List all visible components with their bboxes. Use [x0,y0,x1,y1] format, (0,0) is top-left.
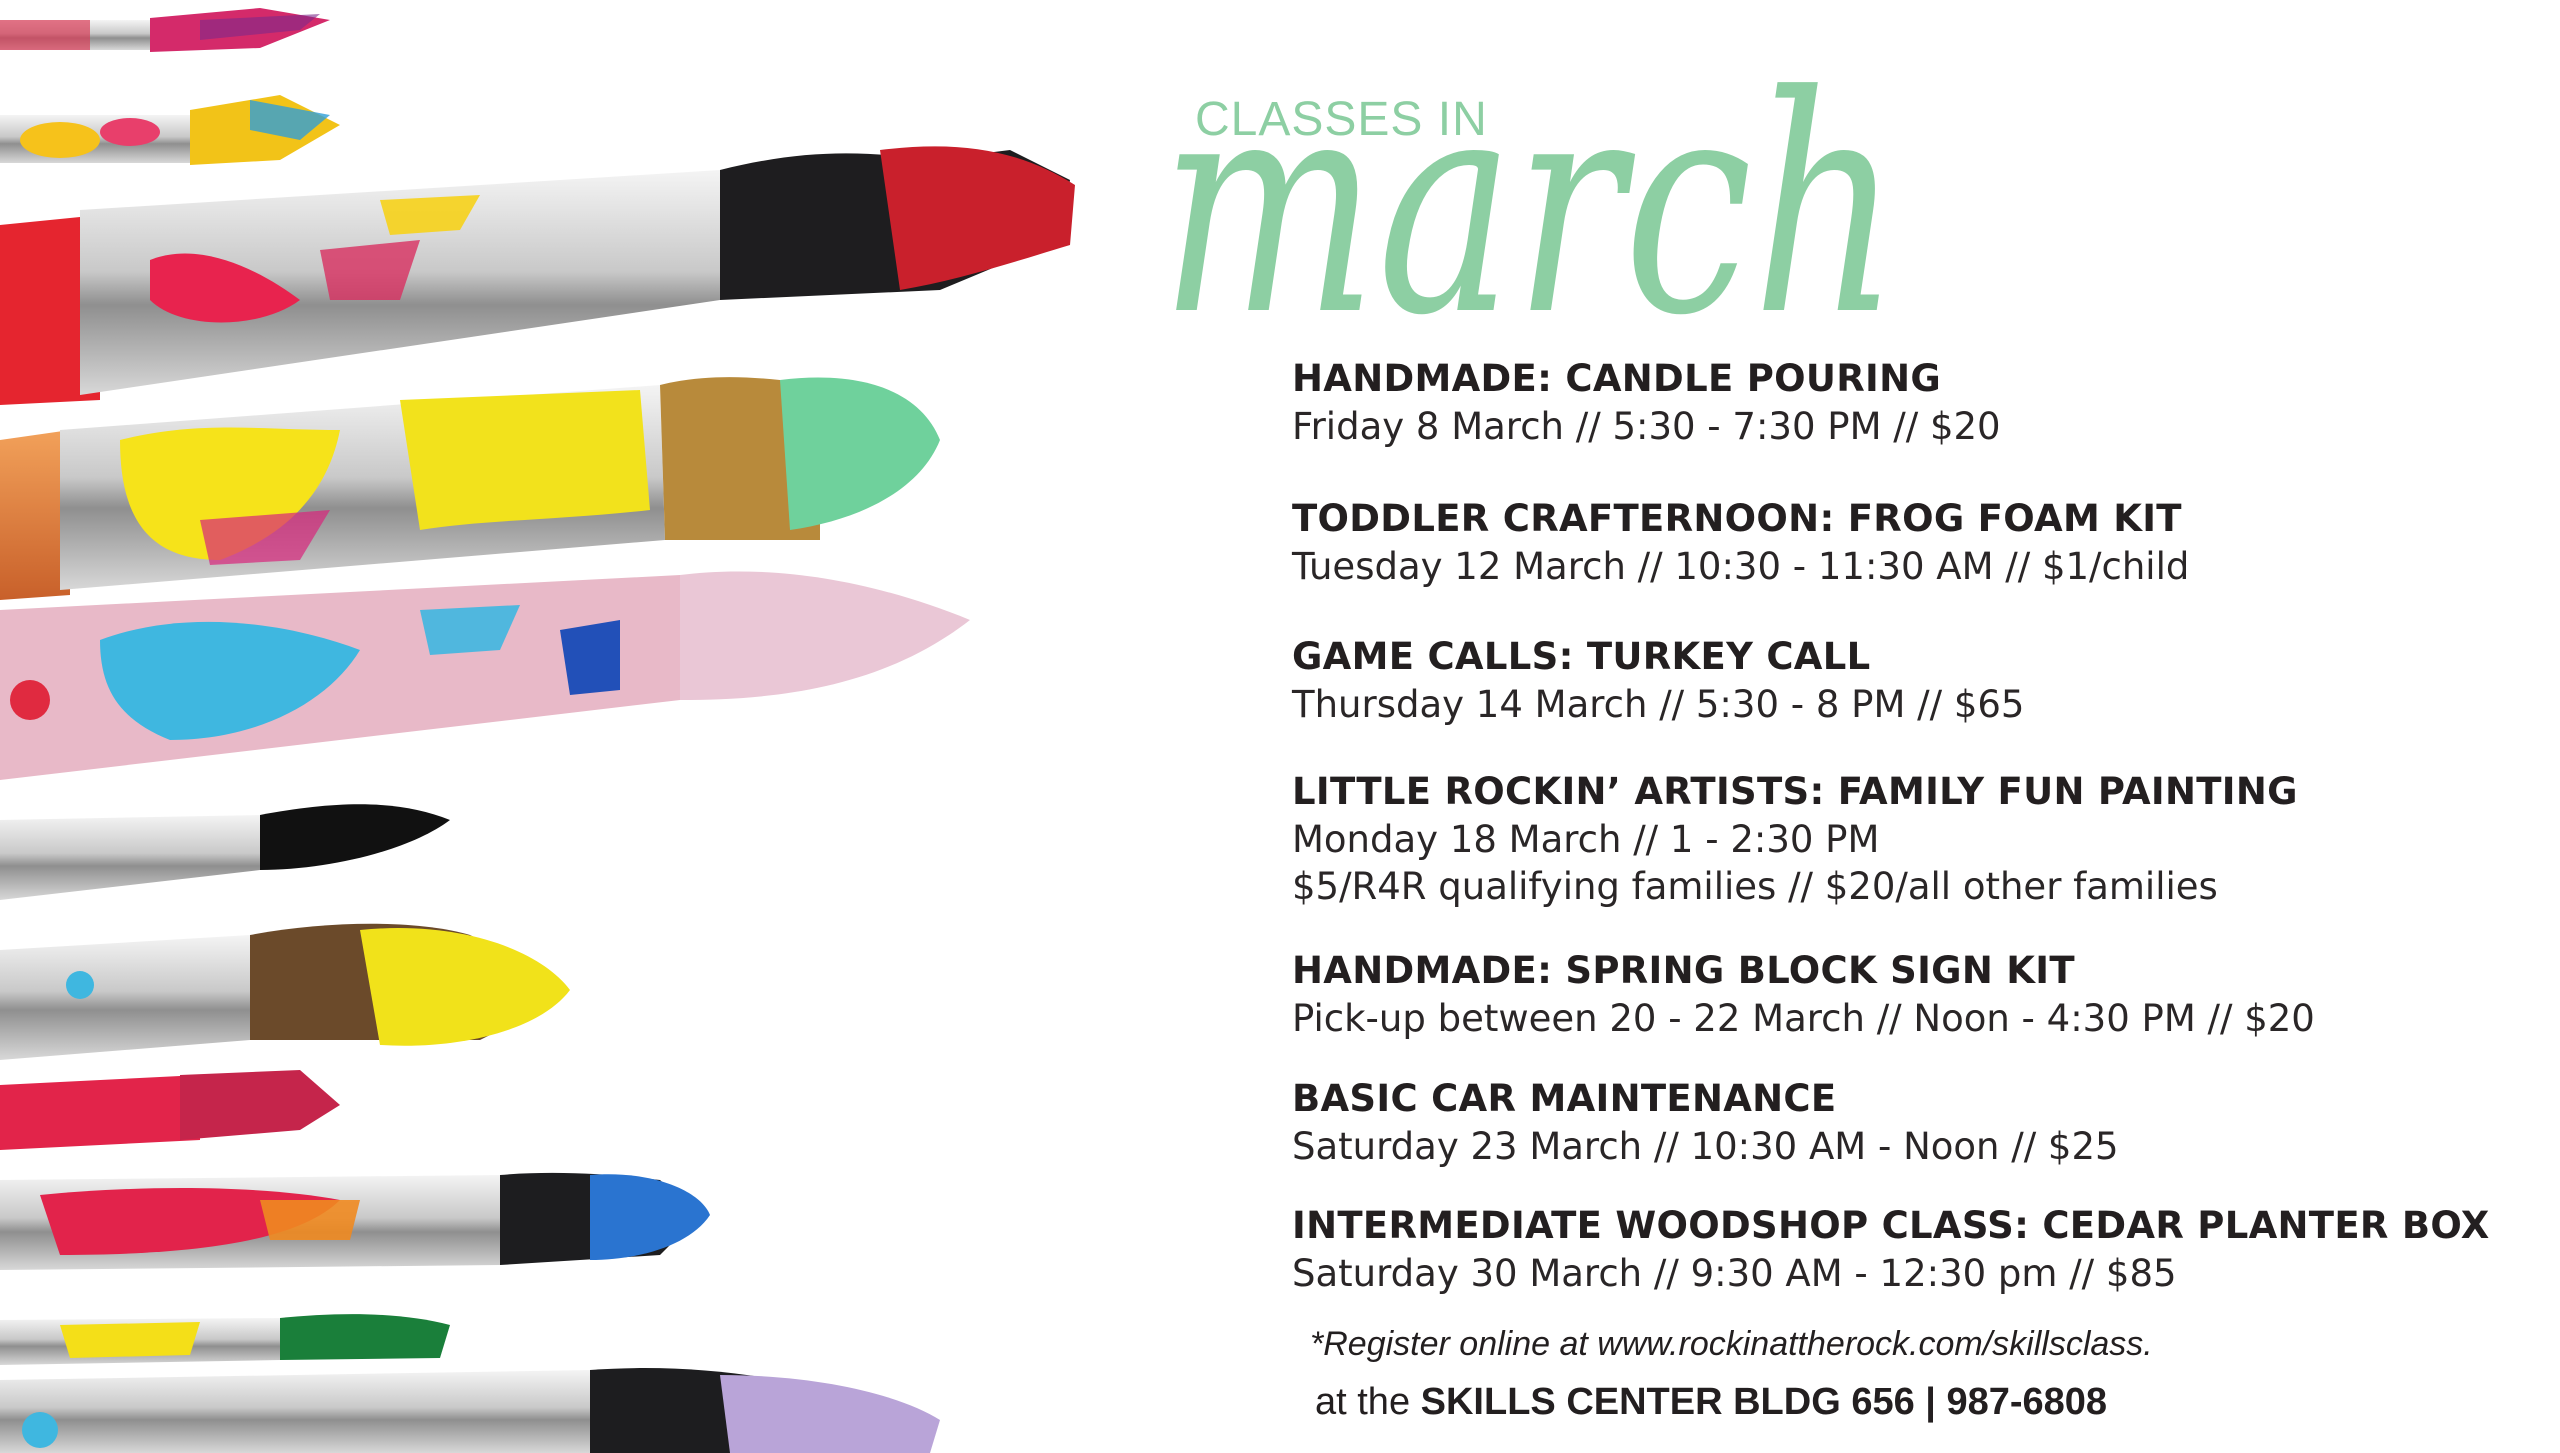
brush-2 [0,95,340,165]
class-title: GAME CALLS: TURKEY CALL [1292,635,1871,678]
brush-6 [0,804,450,900]
class-entry [1292,1075,2119,1170]
class-entry [1292,947,2315,1042]
class-entry [1292,633,2024,728]
class-entry [1292,495,2189,590]
month-script-heading [1150,10,1910,340]
class-details: Saturday 23 March // 10:30 AM - Noon // $25 [1292,1125,2119,1168]
brush-3 [0,146,1075,405]
location-prefix: at the [1315,1381,1411,1423]
brush-5 [0,571,970,780]
registration-note: *Register online at www.rockinattherock.com/skillsclass. [1310,1325,2153,1363]
brush-8 [0,1070,340,1150]
month-script-text: march [1160,32,1900,340]
location-name: SKILLS CENTER BLDG 656 | 987-6808 [1420,1381,2108,1423]
class-title: INTERMEDIATE WOODSHOP CLASS: CEDAR PLANTER BOX [1292,1204,2490,1247]
class-title: HANDMADE: SPRING BLOCK SIGN KIT [1292,949,2075,992]
class-title: LITTLE ROCKIN’ ARTISTS: FAMILY FUN PAINTING [1292,770,2298,813]
class-title: TODDLER CRAFTERNOON: FROG FOAM KIT [1292,497,2182,540]
class-title: BASIC CAR MAINTENANCE [1292,1077,1837,1120]
class-details: Friday 8 March // 5:30 - 7:30 PM // $20 [1292,405,2001,448]
class-entry [1292,768,2298,910]
brush-1 [0,8,330,52]
brush-4 [0,377,940,600]
class-entry [1292,1202,2490,1297]
class-entry [1292,355,2001,450]
brush-10 [0,1314,450,1365]
class-details: Tuesday 12 March // 10:30 - 11:30 AM // $1/child [1292,545,2190,588]
class-details: Pick-up between 20 - 22 March // Noon - 4:30 PM // $20 [1292,997,2315,1040]
class-details: $5/R4R qualifying families // $20/all other families [1292,865,2218,908]
brush-11 [0,1368,940,1453]
location-line [1315,1381,2107,1424]
class-details: Thursday 14 March // 5:30 - 8 PM // $65 [1292,683,2025,726]
class-details: Monday 18 March // 1 - 2:30 PM [1292,818,1880,861]
class-details: Saturday 30 March // 9:30 AM - 12:30 pm // $85 [1292,1252,2177,1295]
brush-7 [0,924,570,1060]
paintbrushes-illustration [0,0,1120,1453]
brush-9 [0,1173,710,1270]
header-label: CLASSES IN [1195,93,1488,146]
class-title: HANDMADE: CANDLE POURING [1292,357,1942,400]
